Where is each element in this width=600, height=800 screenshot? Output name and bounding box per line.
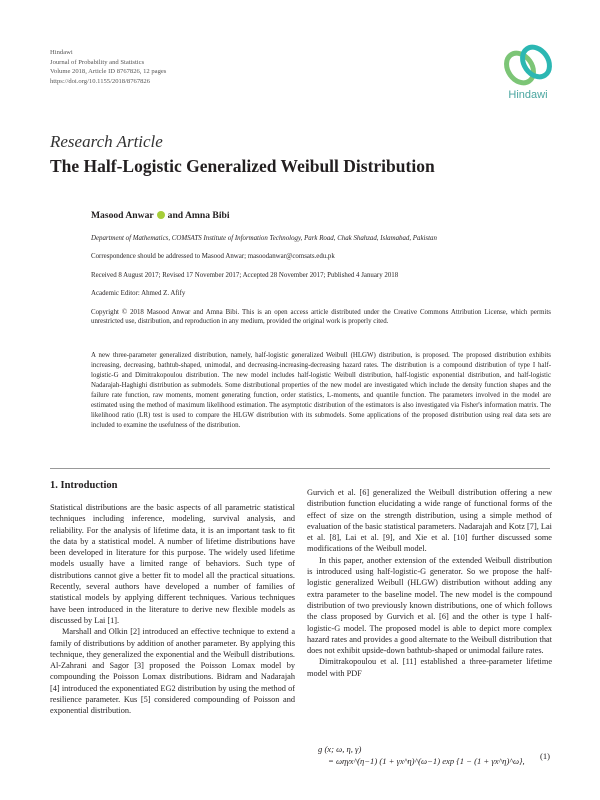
hindawi-logo [498,40,558,110]
paragraph: In this paper, another extension of the extended Weibull distribution is introduced using half-logistic-G generator. So we propose the half-logistic generalized Weibull (HLGW) distribution without adding any extra parameter to the baseline model. The new model is the compound distribution of two previously known distributions, one of which follows the class proposed by Gurvich et al. [6] and the other is type I half-logistic-G model. The proposed model is able to depict more complex hazard rates and provides a good alternate to the Weibull distribution that does not exhibit upside-down bathtub-shaped or unimodal failure rates. [307,555,552,656]
author-1: Masood Anwar [91,210,154,221]
logo-text: Hindawi [508,89,548,101]
author-2: and Amna Bibi [167,210,230,221]
equation-line: g (x; ω, η, γ) [318,744,362,754]
journal-name: Journal of Probability and Statistics [50,58,145,66]
page-title: The Half-Logistic Generalized Weibull Distribution [50,156,435,176]
left-column [50,502,295,717]
article-type: Research Article [50,132,163,151]
equation-number: (1) [539,751,550,761]
equation-1 [318,743,550,767]
orcid-icon[interactable] [157,211,165,219]
affiliation: Department of Mathematics, COMSATS Institute of Information Technology, Park Road, Chak Shahzad, Islamabad, Pakistan [91,235,437,242]
paragraph: Statistical distributions are the basic aspects of all parametric statistical techniques including inference, modeling, survival analysis, and reliability. For the analysis of lifetime data, it is an important task to fit the data by a statistical model. A number of lifetime distributions have been developed in literature for this purpose. The widely used lifetime models usually have a limited range of behaviors. Such type of distributions cannot give a better fit to model all the practical situations. Recently, several authors have developed a number of families of statistical models by applying different techniques. Various techniques have been introduced in the literature to derive new flexible models as discussed by Lai [1]. [50,503,295,625]
author-list [91,210,230,221]
divider [50,468,550,469]
paragraph: Marshall and Olkin [2] introduced an effective technique to extend a family of distributions by addition of another parameter. By applying this technique, they generalized the exponential and the Weibull distributions. Al-Zahrani and Sagor [3] proposed the Poisson Lomax model by compounding the Poisson Lomax distributions. Bidram and Nadarajah [4] introduced the exponentiated EG2 distribution by using the method of resilience parameter. Kus [5] considered compounding of Poisson and exponential distribution. [50,627,295,716]
section-heading: 1. Introduction [50,480,118,491]
volume-line: Volume 2018, Article ID 8767826, 12 pages [50,68,167,75]
copyright-notice: Copyright © 2018 Masood Anwar and Amna Bibi. This is an open access article distributed under the Creative Commons Attribution License, which permits unrestricted use, distribution, and reproduction in any medium, provided the original work is properly cited. [91,309,551,326]
abstract: A new three-parameter generalized distribution, namely, half-logistic generalized Weibull (HLGW) distribution, is proposed. The proposed distribution exhibits increasing, decreasing, bathtub-shaped, unimodal, and decreasing-increasing-decreasing hazard rates. The distribution is a compound distribution of type I half-logistic-G and Dimitrakopoulou distribution. The new model includes half-logistic Weibull distribution, half-logistic exponential distribution, and half-logistic Nadarajah-Haghighi distribution as submodels. Some distributional properties of the new model are investigated which include the density function shapes and the failure rate function, raw moments, moment generating function, order statistics, L-moments, and quantile function. The parameters involved in the model are estimated using the method of maximum likelihood estimation. The asymptotic distribution of the estimators is also investigated via Fisher's information matrix. The likelihood ratio (LR) test is used to compare the HLGW distribution with its submodels. Some applications of the proposed distribution using real data sets are included to examine the usefulness of the distribution. [91,352,551,429]
academic-editor: Academic Editor: Ahmed Z. Afify [91,290,186,297]
journal-header [50,48,166,86]
hindawi-rings-icon [498,40,558,88]
publisher-name: Hindawi [50,49,73,56]
article-dates: Received 8 August 2017; Revised 17 November 2017; Accepted 28 November 2017; Published 4 January 2018 [91,272,399,279]
right-column [307,487,552,679]
correspondence: Correspondence should be addressed to Masood Anwar; masoodanwar@comsats.edu.pk [91,253,335,260]
doi-link[interactable]: https://doi.org/10.1155/2018/8767826 [50,77,151,85]
equation-line: = ωηγx^(η−1) (1 + γx^η)^(ω−1) exp {1 − (1 + γx^η)^ω}, [328,756,525,766]
paragraph: Dimitrakopoulou et al. [11] established a three-parameter lifetime model with PDF [307,657,552,678]
paragraph: Gurvich et al. [6] generalized the Weibull distribution offering a new distribution function elucidating a wide range of functional forms of the effect of size on the strength distribution, using a simple method of evaluation of the basic statistical parameters. Nadarajah and Kotz [7], Lai et al. [8], Lai et al. [9], and Xie et al. [10] further discussed some modifications of the Weibull model. [307,488,552,554]
